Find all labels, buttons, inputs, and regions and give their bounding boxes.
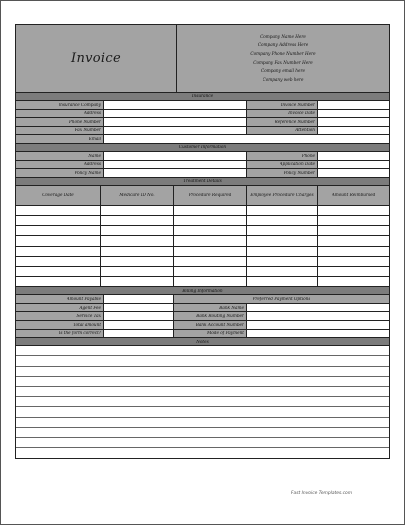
policy-name-field[interactable] bbox=[104, 169, 247, 177]
bank-name-field[interactable] bbox=[247, 304, 389, 312]
total-amount-label: Total amount bbox=[73, 322, 101, 327]
table-cell[interactable] bbox=[174, 277, 247, 286]
table-cell[interactable] bbox=[101, 267, 174, 276]
invoice-header bbox=[16, 25, 389, 93]
invoice-title: Invoice bbox=[71, 51, 121, 66]
form-correct-field[interactable] bbox=[104, 330, 174, 338]
reference-number-label-cell bbox=[247, 118, 318, 126]
insurance-row bbox=[16, 118, 389, 127]
table-cell[interactable] bbox=[318, 247, 389, 256]
invoice-date-label-cell bbox=[247, 110, 318, 118]
insurance-email-label: Email bbox=[88, 137, 101, 142]
customer-row bbox=[16, 152, 389, 161]
billing-section-header bbox=[16, 287, 389, 295]
company-name: Company Name Here bbox=[260, 33, 306, 39]
table-row bbox=[16, 267, 389, 277]
notes-line bbox=[16, 367, 389, 377]
attention-label: Attention bbox=[295, 128, 315, 133]
bank-routing-label-cell bbox=[174, 312, 247, 320]
amount-payable-label-cell bbox=[16, 295, 104, 303]
customer-phone-label-cell bbox=[247, 152, 318, 160]
table-row bbox=[16, 236, 389, 246]
insurance-address-field[interactable] bbox=[104, 110, 247, 118]
company-phone: Company Phone Number Here bbox=[250, 50, 316, 56]
invoice-number-field[interactable] bbox=[318, 101, 389, 109]
invoice-date-field[interactable] bbox=[318, 110, 389, 118]
service-tax-field[interactable] bbox=[104, 312, 174, 320]
insurance-address-label: Address bbox=[83, 111, 101, 116]
table-cell[interactable] bbox=[174, 206, 247, 215]
notes-line bbox=[16, 448, 389, 458]
table-cell[interactable] bbox=[318, 267, 389, 276]
customer-row bbox=[16, 161, 389, 170]
table-cell[interactable] bbox=[318, 236, 389, 245]
customer-address-label: Address bbox=[83, 162, 101, 167]
col-employee-charges bbox=[247, 186, 318, 205]
table-cell[interactable] bbox=[247, 247, 318, 256]
customer-heading: Customer Information bbox=[178, 145, 227, 150]
table-cell[interactable] bbox=[101, 247, 174, 256]
insurance-email-field[interactable] bbox=[104, 135, 389, 143]
insurance-company-label: Insurance Company bbox=[58, 102, 101, 107]
policy-number-label-cell bbox=[247, 169, 318, 177]
insurance-row bbox=[16, 127, 389, 136]
fax-label-cell bbox=[16, 127, 104, 135]
table-cell[interactable] bbox=[101, 216, 174, 225]
customer-name-label: Name bbox=[88, 153, 101, 158]
table-cell[interactable] bbox=[101, 206, 174, 215]
table-row bbox=[16, 206, 389, 216]
table-cell[interactable] bbox=[318, 206, 389, 215]
company-address: Company Address Here bbox=[257, 42, 309, 48]
billing-row bbox=[16, 312, 389, 321]
notes-section-header bbox=[16, 338, 389, 346]
customer-section-header bbox=[16, 144, 389, 152]
policy-name-label-cell bbox=[16, 169, 104, 177]
notes-line bbox=[16, 428, 389, 438]
table-cell[interactable] bbox=[16, 257, 101, 266]
agent-fee-label: Agent Fee bbox=[79, 305, 101, 310]
table-cell[interactable] bbox=[174, 267, 247, 276]
treatment-section-header bbox=[16, 178, 389, 186]
customer-phone-field[interactable] bbox=[318, 152, 389, 160]
customer-address-label-cell bbox=[16, 161, 104, 169]
attention-field[interactable] bbox=[318, 127, 389, 135]
table-row bbox=[16, 226, 389, 236]
policy-name-label: Policy Name bbox=[74, 170, 101, 175]
table-cell[interactable] bbox=[318, 277, 389, 286]
treatment-heading: Treatment Details bbox=[183, 179, 222, 184]
reference-number-field[interactable] bbox=[318, 118, 389, 126]
payment-mode-field[interactable] bbox=[247, 330, 389, 338]
treatment-table-header bbox=[16, 186, 389, 206]
notes-line bbox=[16, 356, 389, 366]
customer-address-field[interactable] bbox=[104, 161, 247, 169]
col-coverage-date-label: Coverage Date bbox=[42, 193, 74, 198]
col-amount-reimbursed-label: Amount Reimbursed bbox=[331, 193, 376, 198]
form-correct-label-cell bbox=[16, 330, 104, 338]
policy-number-field[interactable] bbox=[318, 169, 389, 177]
insurance-company-field[interactable] bbox=[104, 101, 247, 109]
insurance-fax-field[interactable] bbox=[104, 127, 247, 135]
billing-row bbox=[16, 295, 389, 304]
bank-routing-field[interactable] bbox=[247, 312, 389, 320]
notes-line bbox=[16, 387, 389, 397]
agent-fee-field[interactable] bbox=[104, 304, 174, 312]
table-cell[interactable] bbox=[247, 267, 318, 276]
payment-mode-label-cell bbox=[174, 330, 247, 338]
customer-name-field[interactable] bbox=[104, 152, 247, 160]
customer-phone-label: Phone bbox=[301, 153, 315, 158]
company-info-panel bbox=[177, 25, 389, 92]
bank-account-field[interactable] bbox=[247, 321, 389, 329]
company-email: Company email here bbox=[261, 68, 305, 74]
billing-heading: Billing Information bbox=[182, 288, 223, 293]
footer-credit: Fast Invoice Templates.com bbox=[291, 491, 353, 496]
payment-options-header bbox=[174, 295, 389, 303]
insurance-phone-field[interactable] bbox=[104, 118, 247, 126]
table-row bbox=[16, 277, 389, 287]
company-web: Company web here bbox=[262, 76, 304, 82]
insurance-row bbox=[16, 101, 389, 110]
col-medicare-id-label: Medicare ID No. bbox=[119, 193, 155, 198]
table-cell[interactable] bbox=[247, 216, 318, 225]
table-row bbox=[16, 247, 389, 257]
bank-account-label: Bank Account Number bbox=[195, 322, 244, 327]
notes-line bbox=[16, 438, 389, 448]
insurance-section-header bbox=[16, 93, 389, 101]
table-cell[interactable] bbox=[16, 216, 101, 225]
table-cell[interactable] bbox=[16, 226, 101, 235]
bank-name-label-cell bbox=[174, 304, 247, 312]
col-procedure-required-label: Procedure Required bbox=[188, 193, 232, 198]
invoice-form bbox=[15, 24, 390, 459]
attention-label-cell bbox=[247, 127, 318, 135]
name-label-cell bbox=[16, 152, 104, 160]
policy-number-label: Policy Number bbox=[283, 170, 315, 175]
table-cell[interactable] bbox=[247, 257, 318, 266]
reference-number-label: Reference Number bbox=[274, 119, 315, 124]
table-cell[interactable] bbox=[247, 226, 318, 235]
phone-label-cell bbox=[16, 118, 104, 126]
table-cell[interactable] bbox=[101, 277, 174, 286]
address-label-cell bbox=[16, 110, 104, 118]
treatment-table-body bbox=[16, 206, 389, 288]
bank-account-label-cell bbox=[174, 321, 247, 329]
amount-payable-label: Amount Payable bbox=[66, 296, 101, 301]
notes-line bbox=[16, 377, 389, 387]
table-cell[interactable] bbox=[174, 257, 247, 266]
col-procedure-required bbox=[174, 186, 247, 205]
table-cell[interactable] bbox=[318, 226, 389, 235]
notes-line bbox=[16, 418, 389, 428]
bank-routing-label: Bank Routing Number bbox=[196, 314, 244, 319]
table-cell[interactable] bbox=[101, 226, 174, 235]
agent-fee-label-cell bbox=[16, 304, 104, 312]
col-coverage-date bbox=[16, 186, 101, 205]
table-cell[interactable] bbox=[247, 277, 318, 286]
payment-options-label: Preferred Payment Options bbox=[252, 296, 311, 301]
application-date-label: Application Date bbox=[279, 162, 315, 167]
table-cell[interactable] bbox=[247, 206, 318, 215]
table-cell[interactable] bbox=[174, 247, 247, 256]
title-panel bbox=[16, 25, 177, 92]
total-amount-field[interactable] bbox=[104, 321, 174, 329]
table-cell[interactable] bbox=[247, 236, 318, 245]
table-cell[interactable] bbox=[16, 277, 101, 286]
total-amount-label-cell bbox=[16, 321, 104, 329]
invoice-number-label-cell bbox=[247, 101, 318, 109]
company-fax: Company Fax Number Here bbox=[253, 59, 313, 65]
notes-line bbox=[16, 346, 389, 356]
invoice-date-label: Invoice Date bbox=[288, 111, 315, 116]
invoice-number-label: Invoice Number bbox=[280, 102, 315, 107]
insurance-row bbox=[16, 110, 389, 119]
table-cell[interactable] bbox=[16, 206, 101, 215]
col-employee-charges-label: Employee Procedure Charges bbox=[250, 193, 314, 198]
insurance-row bbox=[16, 135, 389, 144]
col-amount-reimbursed bbox=[318, 186, 389, 205]
billing-row bbox=[16, 304, 389, 313]
table-cell[interactable] bbox=[174, 226, 247, 235]
insurance-company-label-cell bbox=[16, 101, 104, 109]
insurance-phone-label: Phone Number bbox=[68, 119, 101, 124]
table-cell[interactable] bbox=[16, 236, 101, 245]
application-date-label-cell bbox=[247, 161, 318, 169]
table-row bbox=[16, 216, 389, 226]
insurance-heading: Insurance bbox=[191, 94, 214, 99]
notes-line bbox=[16, 407, 389, 417]
application-date-field[interactable] bbox=[318, 161, 389, 169]
table-cell[interactable] bbox=[101, 236, 174, 245]
col-medicare-id bbox=[101, 186, 174, 205]
table-cell[interactable] bbox=[318, 216, 389, 225]
bank-name-label: Bank Name bbox=[219, 305, 244, 310]
billing-row bbox=[16, 321, 389, 330]
notes-heading: Notes bbox=[196, 339, 209, 344]
table-cell[interactable] bbox=[101, 257, 174, 266]
amount-payable-field[interactable] bbox=[104, 295, 174, 303]
notes-area[interactable] bbox=[16, 346, 389, 458]
table-row bbox=[16, 257, 389, 267]
table-cell[interactable] bbox=[174, 216, 247, 225]
payment-mode-label: Mode of Payment bbox=[206, 331, 244, 336]
notes-line bbox=[16, 397, 389, 407]
email-label-cell bbox=[16, 135, 104, 143]
table-cell[interactable] bbox=[174, 236, 247, 245]
service-tax-label-cell bbox=[16, 312, 104, 320]
service-tax-label: Service Tax bbox=[76, 314, 101, 319]
billing-row bbox=[16, 330, 389, 339]
form-correct-label: Is the form correct? bbox=[58, 331, 101, 336]
table-cell[interactable] bbox=[16, 247, 101, 256]
customer-row bbox=[16, 169, 389, 178]
table-cell[interactable] bbox=[16, 267, 101, 276]
insurance-fax-label: Fax Number bbox=[74, 128, 101, 133]
table-cell[interactable] bbox=[318, 257, 389, 266]
